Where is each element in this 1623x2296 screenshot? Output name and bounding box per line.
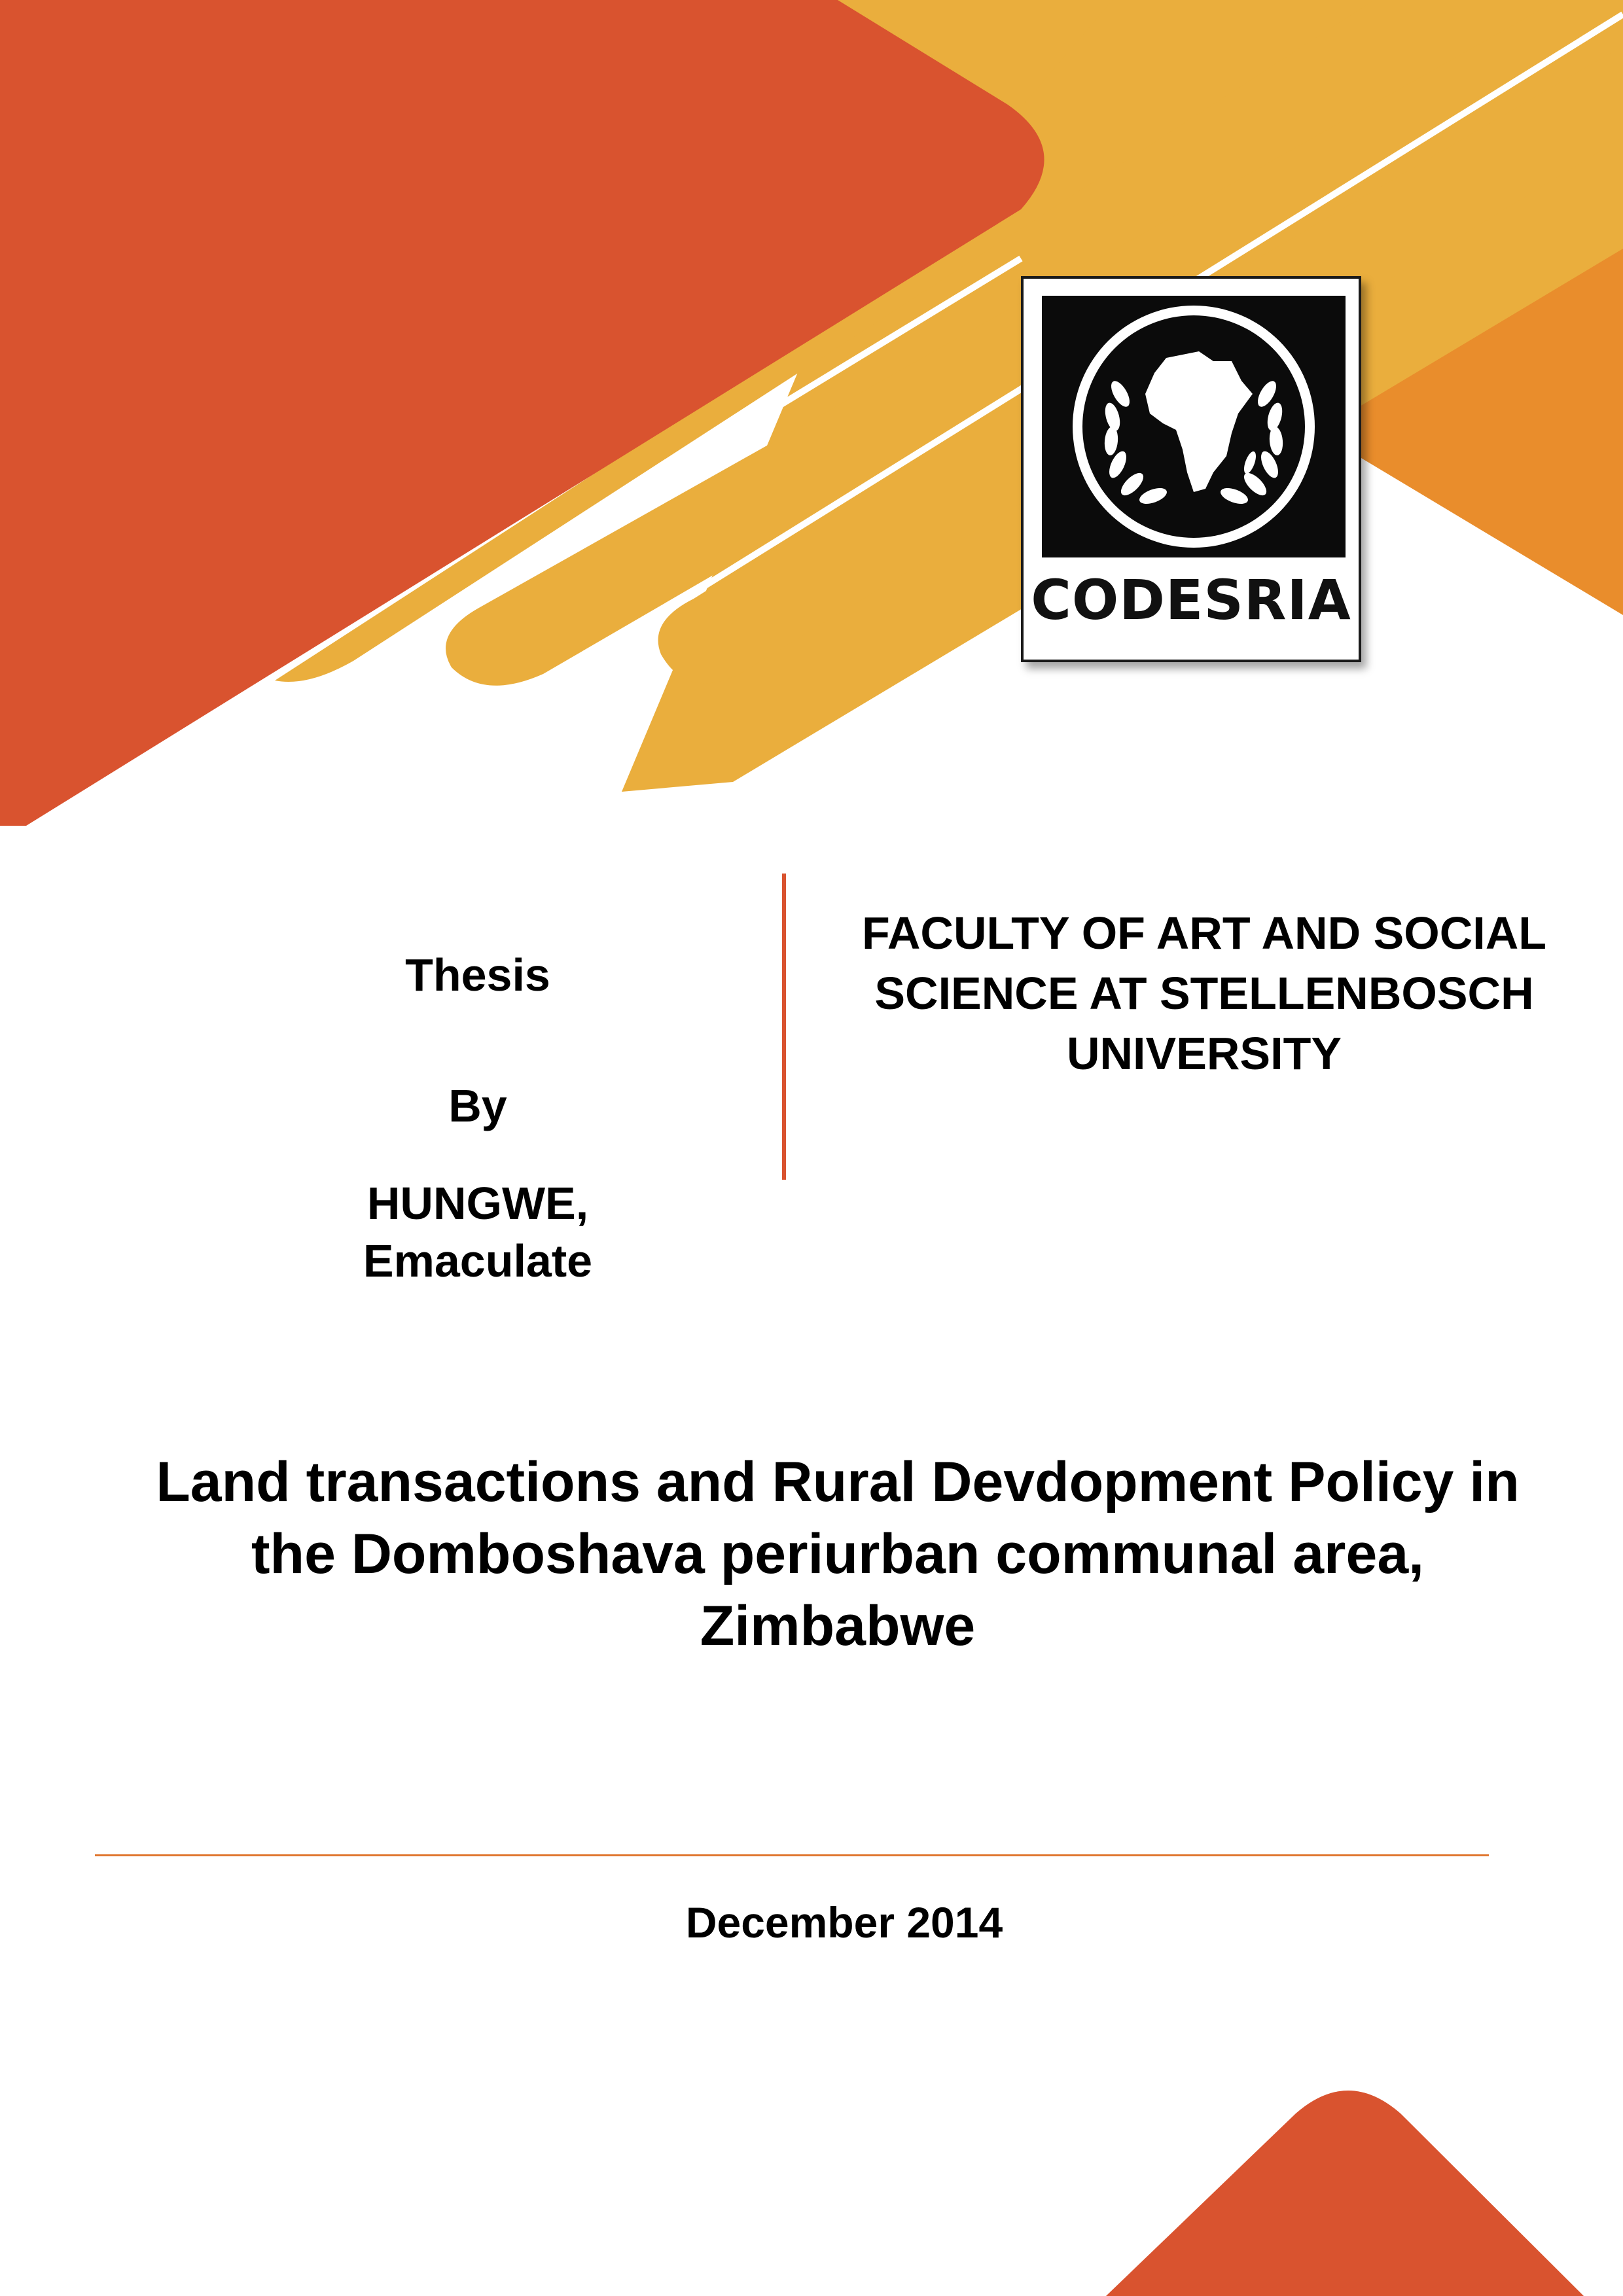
publication-date: December 2014 — [685, 1898, 1003, 1947]
horizontal-rule — [95, 1854, 1489, 1856]
document-type-label: Thesis — [405, 949, 550, 1000]
logo-wordmark: CODESRIA — [1031, 568, 1351, 632]
faculty-name: FACULTY OF ART AND SOCIAL SCIENCE AT STELLENBOSCH UNIVERSITY — [861, 908, 1547, 1079]
vertical-divider — [782, 874, 786, 1180]
logo-emblem-panel — [1042, 296, 1346, 557]
thesis-title: Land transactions and Rural Devdopment Policy in the Domboshava periurban communal area, Zimbabwe — [156, 1451, 1520, 1657]
africa-laurel-emblem-icon — [1042, 296, 1346, 557]
top-decoration — [0, 0, 1623, 838]
by-label: By — [448, 1080, 507, 1131]
codesria-logo — [1021, 276, 1361, 662]
red-orange-bottom-triangle — [1106, 2091, 1584, 2296]
author-name: HUNGWE, Emaculate — [363, 1178, 593, 1286]
